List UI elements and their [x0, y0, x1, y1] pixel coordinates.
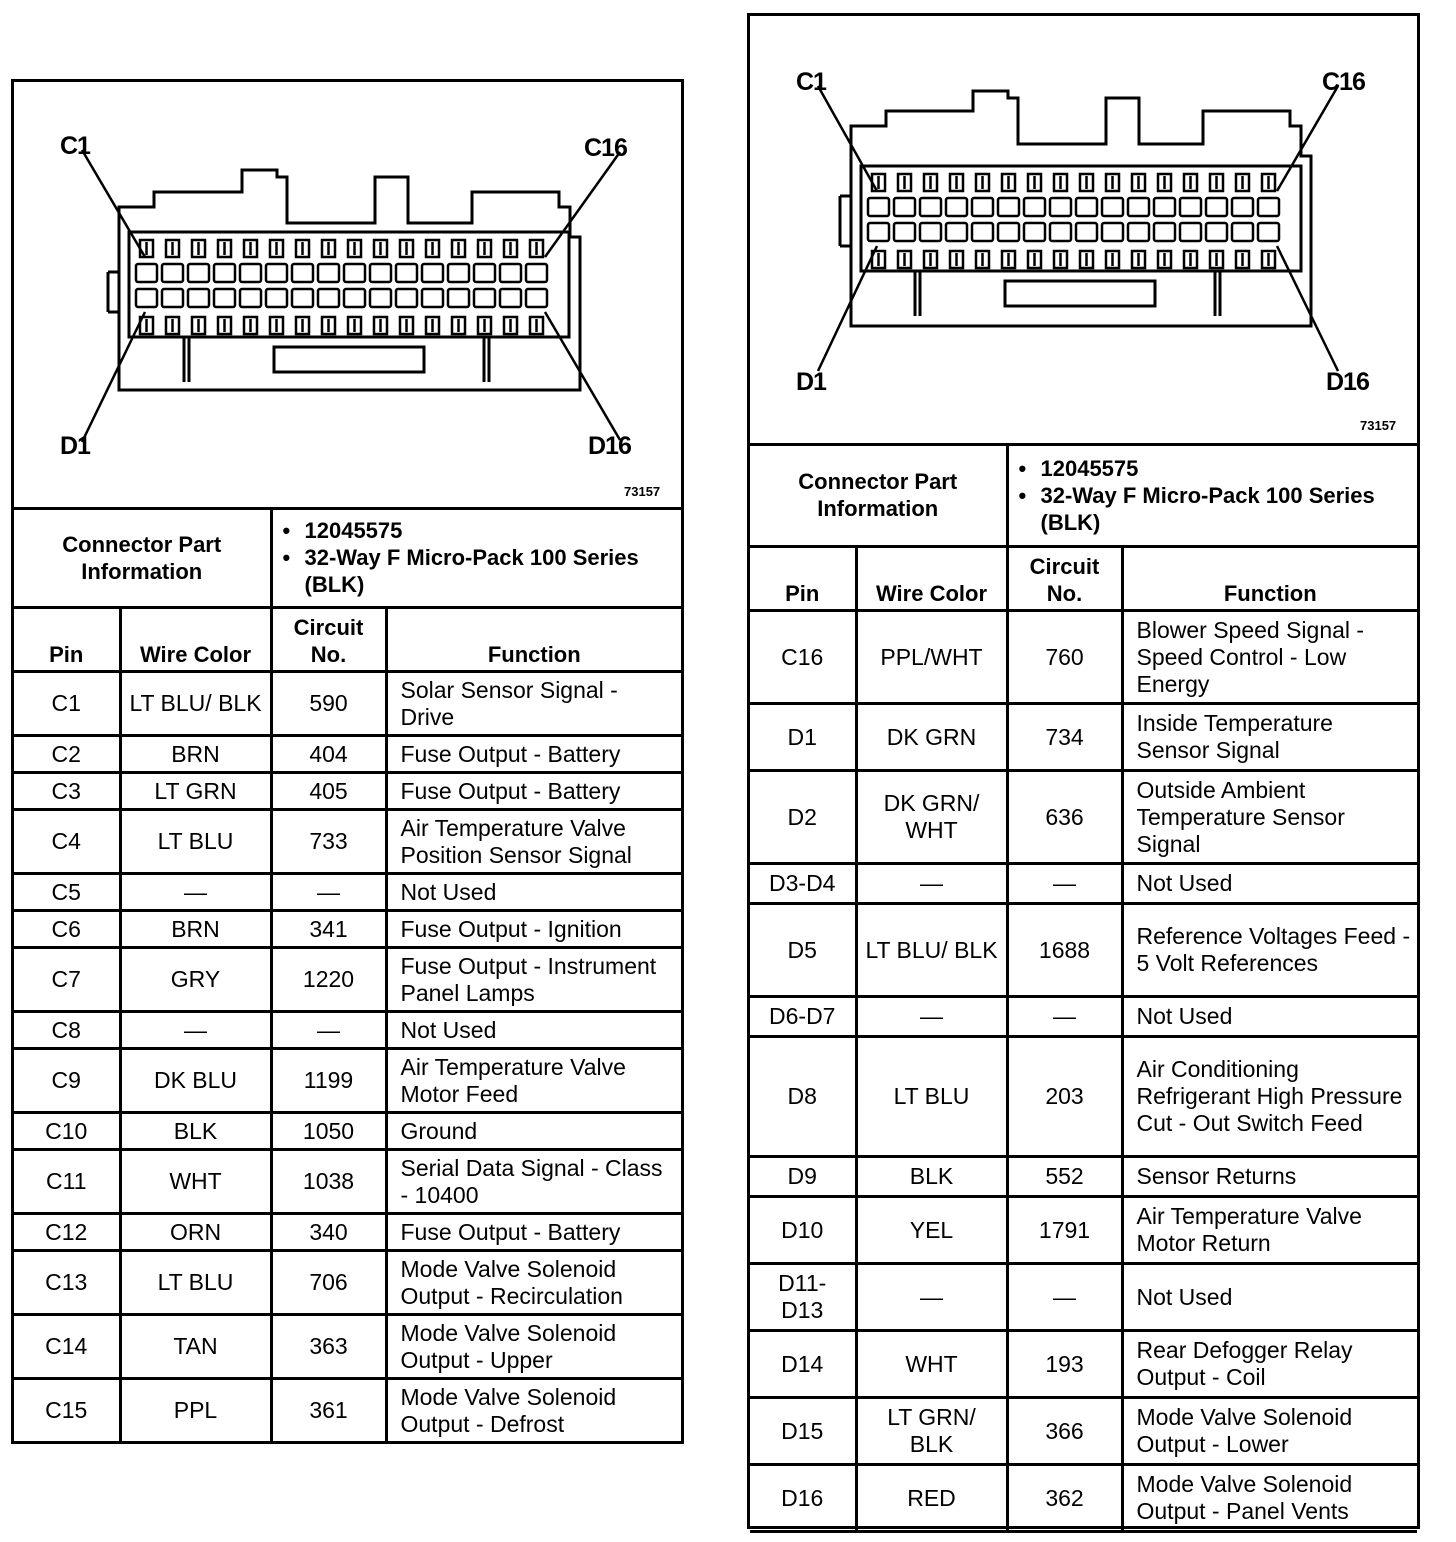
pin-cavity — [370, 289, 391, 307]
wire-color-cell: LT BLU — [856, 1037, 1007, 1157]
wire-color-cell: — — [120, 874, 271, 911]
pin-cavity — [920, 223, 941, 241]
circuit-number-cell: 366 — [1007, 1398, 1122, 1465]
connector-part-label: Connector Part Information — [750, 446, 1007, 546]
pin-cavity — [474, 264, 495, 282]
circuit-number-cell: 733 — [271, 810, 386, 874]
pin-cavity — [1258, 198, 1279, 216]
wire-color-cell: LT BLU — [120, 810, 271, 874]
table-row — [14, 1049, 681, 1113]
header-wire-color: Wire Color — [856, 548, 1007, 611]
function-cell: Fuse Output - Battery — [386, 773, 681, 810]
circuit-number-cell: — — [1007, 997, 1122, 1037]
pin-cell: D6-D7 — [750, 997, 856, 1037]
label-d16: D16 — [1326, 368, 1369, 396]
connector-info-table — [750, 446, 1417, 548]
pin-cavity — [162, 289, 183, 307]
pin-cavity — [894, 198, 915, 216]
wire-color-cell: LT GRN — [120, 773, 271, 810]
circuit-number-cell: 636 — [1007, 771, 1122, 864]
pin-cavity — [396, 264, 417, 282]
table-row — [750, 1264, 1417, 1331]
pin-cavity — [266, 264, 287, 282]
wire-color-cell: — — [120, 1012, 271, 1049]
connector-part-values — [271, 510, 681, 607]
pin-cavity — [946, 198, 967, 216]
pin-cell: C5 — [14, 874, 120, 911]
function-cell: Solar Sensor Signal - Drive — [386, 672, 681, 736]
table-row — [750, 704, 1417, 771]
table-row — [14, 1214, 681, 1251]
pin-cavity — [1024, 223, 1045, 241]
wire-color-cell: DK GRN/ WHT — [856, 771, 1007, 864]
pin-cavity — [136, 264, 157, 282]
pin-cavity — [526, 289, 547, 307]
pin-cavity — [1206, 198, 1227, 216]
pin-cavity — [422, 289, 443, 307]
table-row — [14, 948, 681, 1012]
table-row — [750, 1037, 1417, 1157]
circuit-number-cell: 1050 — [271, 1113, 386, 1150]
circuit-number-cell: — — [271, 1012, 386, 1049]
pin-cavity — [188, 264, 209, 282]
wire-color-cell: LT BLU/ BLK — [856, 904, 1007, 997]
circuit-number-cell: 203 — [1007, 1037, 1122, 1157]
function-cell: Fuse Output - Instrument Panel Lamps — [386, 948, 681, 1012]
pin-cell: D14 — [750, 1331, 856, 1398]
table-row — [14, 736, 681, 773]
pin-cavity — [240, 289, 261, 307]
pin-cavity — [1128, 198, 1149, 216]
part-number: • 12045575 — [305, 517, 676, 544]
pin-cell: D16 — [750, 1465, 856, 1532]
pin-cavity — [370, 264, 391, 282]
table-row — [750, 1398, 1417, 1465]
pin-cavity — [240, 264, 261, 282]
connector-panel-right — [747, 13, 1420, 1529]
figure-number: 73157 — [1360, 418, 1397, 433]
pin-cavity — [1180, 198, 1201, 216]
circuit-number-cell: — — [1007, 864, 1122, 904]
table-row — [14, 911, 681, 948]
wire-color-cell: LT BLU/ BLK — [120, 672, 271, 736]
circuit-number-cell: 1688 — [1007, 904, 1122, 997]
pin-cavity — [318, 289, 339, 307]
pin-cavity — [894, 223, 915, 241]
pin-cell: D11- D13 — [750, 1264, 856, 1331]
circuit-number-cell: 590 — [271, 672, 386, 736]
function-cell: Outside Ambient Temperature Sensor Signal — [1122, 771, 1417, 864]
pin-cavity — [1024, 198, 1045, 216]
pin-cavity — [1154, 223, 1175, 241]
table-row — [14, 810, 681, 874]
pin-cell: C12 — [14, 1214, 120, 1251]
label-c1: C1 — [796, 68, 826, 96]
table-row — [750, 1465, 1417, 1532]
pin-cell: C7 — [14, 948, 120, 1012]
header-circuit-no: Circuit No. — [271, 609, 386, 672]
part-description: • 32-Way F Micro-Pack 100 Series (BLK) — [1041, 482, 1412, 536]
wire-color-cell: TAN — [120, 1315, 271, 1379]
label-d1: D1 — [60, 432, 90, 460]
pin-cavity — [344, 264, 365, 282]
label-c16: C16 — [584, 134, 627, 162]
pin-cavity — [214, 289, 235, 307]
connector-part-values — [1007, 446, 1417, 546]
connector-panel-left — [11, 79, 684, 1444]
header-pin: Pin — [14, 609, 120, 672]
wire-color-cell: — — [856, 997, 1007, 1037]
pin-cavity — [1258, 223, 1279, 241]
circuit-number-cell: 405 — [271, 773, 386, 810]
pin-cell: C13 — [14, 1251, 120, 1315]
function-cell: Reference Voltages Feed - 5 Volt References — [1122, 904, 1417, 997]
function-cell: Mode Valve Solenoid Output - Upper — [386, 1315, 681, 1379]
circuit-number-cell: 1038 — [271, 1150, 386, 1214]
pin-cavity — [972, 198, 993, 216]
pin-cavity — [474, 289, 495, 307]
function-cell: Air Temperature Valve Motor Feed — [386, 1049, 681, 1113]
function-cell: Ground — [386, 1113, 681, 1150]
function-cell: Not Used — [1122, 997, 1417, 1037]
table-row — [750, 1331, 1417, 1398]
pin-cavity — [1128, 223, 1149, 241]
function-cell: Rear Defogger Relay Output - Coil — [1122, 1331, 1417, 1398]
pin-cavity — [188, 289, 209, 307]
pin-cavity — [448, 264, 469, 282]
table-row — [750, 904, 1417, 997]
pin-cavity — [1102, 198, 1123, 216]
pin-cavity — [998, 223, 1019, 241]
circuit-number-cell: 1791 — [1007, 1197, 1122, 1264]
wire-color-cell: PPL — [120, 1379, 271, 1443]
pin-cavity — [292, 289, 313, 307]
pin-cell: C10 — [14, 1113, 120, 1150]
function-cell: Blower Speed Signal - Speed Control - Low Energy — [1122, 611, 1417, 704]
pin-cavity — [972, 223, 993, 241]
pin-cavity — [214, 264, 235, 282]
table-row — [750, 611, 1417, 704]
label-c1: C1 — [60, 132, 90, 160]
circuit-number-cell: 193 — [1007, 1331, 1122, 1398]
function-cell: Not Used — [386, 874, 681, 911]
connector-diagram — [14, 82, 681, 510]
table-row — [14, 1012, 681, 1049]
pin-cavity — [526, 264, 547, 282]
wire-color-cell: BRN — [120, 736, 271, 773]
pin-cell: C11 — [14, 1150, 120, 1214]
part-description: • 32-Way F Micro-Pack 100 Series (BLK) — [305, 544, 676, 598]
table-row — [14, 1113, 681, 1150]
pin-cavity — [396, 289, 417, 307]
header-pin: Pin — [750, 548, 856, 611]
circuit-number-cell: 363 — [271, 1315, 386, 1379]
table-row — [14, 1379, 681, 1443]
connector-part-label: Connector Part Information — [14, 510, 271, 607]
circuit-number-cell: 706 — [271, 1251, 386, 1315]
label-d1: D1 — [796, 368, 826, 396]
table-row — [14, 874, 681, 911]
pin-cavity — [136, 289, 157, 307]
function-cell: Fuse Output - Battery — [386, 1214, 681, 1251]
pin-cell: C2 — [14, 736, 120, 773]
pin-cell: D8 — [750, 1037, 856, 1157]
header-function: Function — [1122, 548, 1417, 611]
pin-cell: D2 — [750, 771, 856, 864]
part-number: • 12045575 — [1041, 455, 1412, 482]
table-row — [750, 771, 1417, 864]
table-row — [14, 672, 681, 736]
connector-info-table — [14, 510, 681, 609]
pin-cell: C15 — [14, 1379, 120, 1443]
function-cell: Not Used — [1122, 864, 1417, 904]
pin-cavity — [1232, 223, 1253, 241]
pin-cavity — [318, 264, 339, 282]
wire-color-cell: WHT — [120, 1150, 271, 1214]
pin-cell: C9 — [14, 1049, 120, 1113]
wire-color-cell: BRN — [120, 911, 271, 948]
table-row — [750, 864, 1417, 904]
pin-cavity — [266, 289, 287, 307]
pin-cell: C3 — [14, 773, 120, 810]
wire-color-cell: RED — [856, 1465, 1007, 1532]
pin-cavity — [1050, 223, 1071, 241]
table-row — [14, 1315, 681, 1379]
table-row — [14, 773, 681, 810]
header-function: Function — [386, 609, 681, 672]
function-cell: Air Temperature Valve Position Sensor Signal — [386, 810, 681, 874]
wire-color-cell: DK GRN — [856, 704, 1007, 771]
function-cell: Air Temperature Valve Motor Return — [1122, 1197, 1417, 1264]
pin-cell: D15 — [750, 1398, 856, 1465]
function-cell: Fuse Output - Ignition — [386, 911, 681, 948]
circuit-number-cell: — — [1007, 1264, 1122, 1331]
function-cell: Mode Valve Solenoid Output - Defrost — [386, 1379, 681, 1443]
pin-cavity — [998, 198, 1019, 216]
table-row — [750, 1157, 1417, 1197]
pin-cavity — [1232, 198, 1253, 216]
pin-cell: C1 — [14, 672, 120, 736]
pin-table — [750, 548, 1417, 1534]
pin-cavity — [162, 264, 183, 282]
pin-cavity — [500, 289, 521, 307]
function-cell: Mode Valve Solenoid Output - Lower — [1122, 1398, 1417, 1465]
pin-cell: D5 — [750, 904, 856, 997]
wire-color-cell: LT GRN/ BLK — [856, 1398, 1007, 1465]
circuit-number-cell: 552 — [1007, 1157, 1122, 1197]
pin-table — [14, 609, 681, 1445]
wire-color-cell: BLK — [856, 1157, 1007, 1197]
function-cell: Not Used — [386, 1012, 681, 1049]
pin-cavity — [1154, 198, 1175, 216]
function-cell: Air Conditioning Refrigerant High Pressure Cut - Out Switch Feed — [1122, 1037, 1417, 1157]
table-row — [750, 997, 1417, 1037]
pin-cavity — [868, 223, 889, 241]
pin-cavity — [1076, 223, 1097, 241]
circuit-number-cell: 341 — [271, 911, 386, 948]
wire-color-cell: GRY — [120, 948, 271, 1012]
connector-diagram — [750, 16, 1417, 446]
pin-cell: D9 — [750, 1157, 856, 1197]
connector-drawing — [14, 82, 681, 507]
wire-color-cell: WHT — [856, 1331, 1007, 1398]
wire-color-cell: DK BLU — [120, 1049, 271, 1113]
wire-color-cell: YEL — [856, 1197, 1007, 1264]
function-cell: Not Used — [1122, 1264, 1417, 1331]
wire-color-cell: — — [856, 864, 1007, 904]
pin-cavity — [946, 223, 967, 241]
pin-cavity — [1206, 223, 1227, 241]
pin-cell: C16 — [750, 611, 856, 704]
circuit-number-cell: 760 — [1007, 611, 1122, 704]
label-c16: C16 — [1322, 68, 1365, 96]
circuit-number-cell: 362 — [1007, 1465, 1122, 1532]
function-cell: Inside Temperature Sensor Signal — [1122, 704, 1417, 771]
circuit-number-cell: 361 — [271, 1379, 386, 1443]
pin-cell: C14 — [14, 1315, 120, 1379]
figure-number: 73157 — [624, 484, 661, 499]
pin-cavity — [422, 264, 443, 282]
circuit-number-cell: 1199 — [271, 1049, 386, 1113]
pin-cavity — [1180, 223, 1201, 241]
pin-cavity — [1050, 198, 1071, 216]
function-cell: Sensor Returns — [1122, 1157, 1417, 1197]
pin-cell: C6 — [14, 911, 120, 948]
circuit-number-cell: 734 — [1007, 704, 1122, 771]
header-circuit-no: Circuit No. — [1007, 548, 1122, 611]
wire-color-cell: ORN — [120, 1214, 271, 1251]
connector-drawing — [750, 16, 1417, 443]
circuit-number-cell: 404 — [271, 736, 386, 773]
wire-color-cell: PPL/WHT — [856, 611, 1007, 704]
table-row — [14, 1150, 681, 1214]
circuit-number-cell: 340 — [271, 1214, 386, 1251]
pin-cell: C8 — [14, 1012, 120, 1049]
wire-color-cell: BLK — [120, 1113, 271, 1150]
pin-cavity — [292, 264, 313, 282]
wire-color-cell: — — [856, 1264, 1007, 1331]
function-cell: Mode Valve Solenoid Output - Recirculation — [386, 1251, 681, 1315]
table-row — [14, 1251, 681, 1315]
pin-cavity — [1076, 198, 1097, 216]
pin-cell: C4 — [14, 810, 120, 874]
pin-cavity — [500, 264, 521, 282]
pin-cavity — [1102, 223, 1123, 241]
pin-cavity — [344, 289, 365, 307]
wire-color-cell: LT BLU — [120, 1251, 271, 1315]
pin-cell: D3-D4 — [750, 864, 856, 904]
label-d16: D16 — [588, 432, 631, 460]
pin-cavity — [448, 289, 469, 307]
pin-cell: D1 — [750, 704, 856, 771]
pin-cell: D10 — [750, 1197, 856, 1264]
table-row — [750, 1197, 1417, 1264]
circuit-number-cell: — — [271, 874, 386, 911]
function-cell: Mode Valve Solenoid Output - Panel Vents — [1122, 1465, 1417, 1532]
pin-cavity — [868, 198, 889, 216]
function-cell: Serial Data Signal - Class - 10400 — [386, 1150, 681, 1214]
function-cell: Fuse Output - Battery — [386, 736, 681, 773]
pin-cavity — [920, 198, 941, 216]
circuit-number-cell: 1220 — [271, 948, 386, 1012]
header-wire-color: Wire Color — [120, 609, 271, 672]
